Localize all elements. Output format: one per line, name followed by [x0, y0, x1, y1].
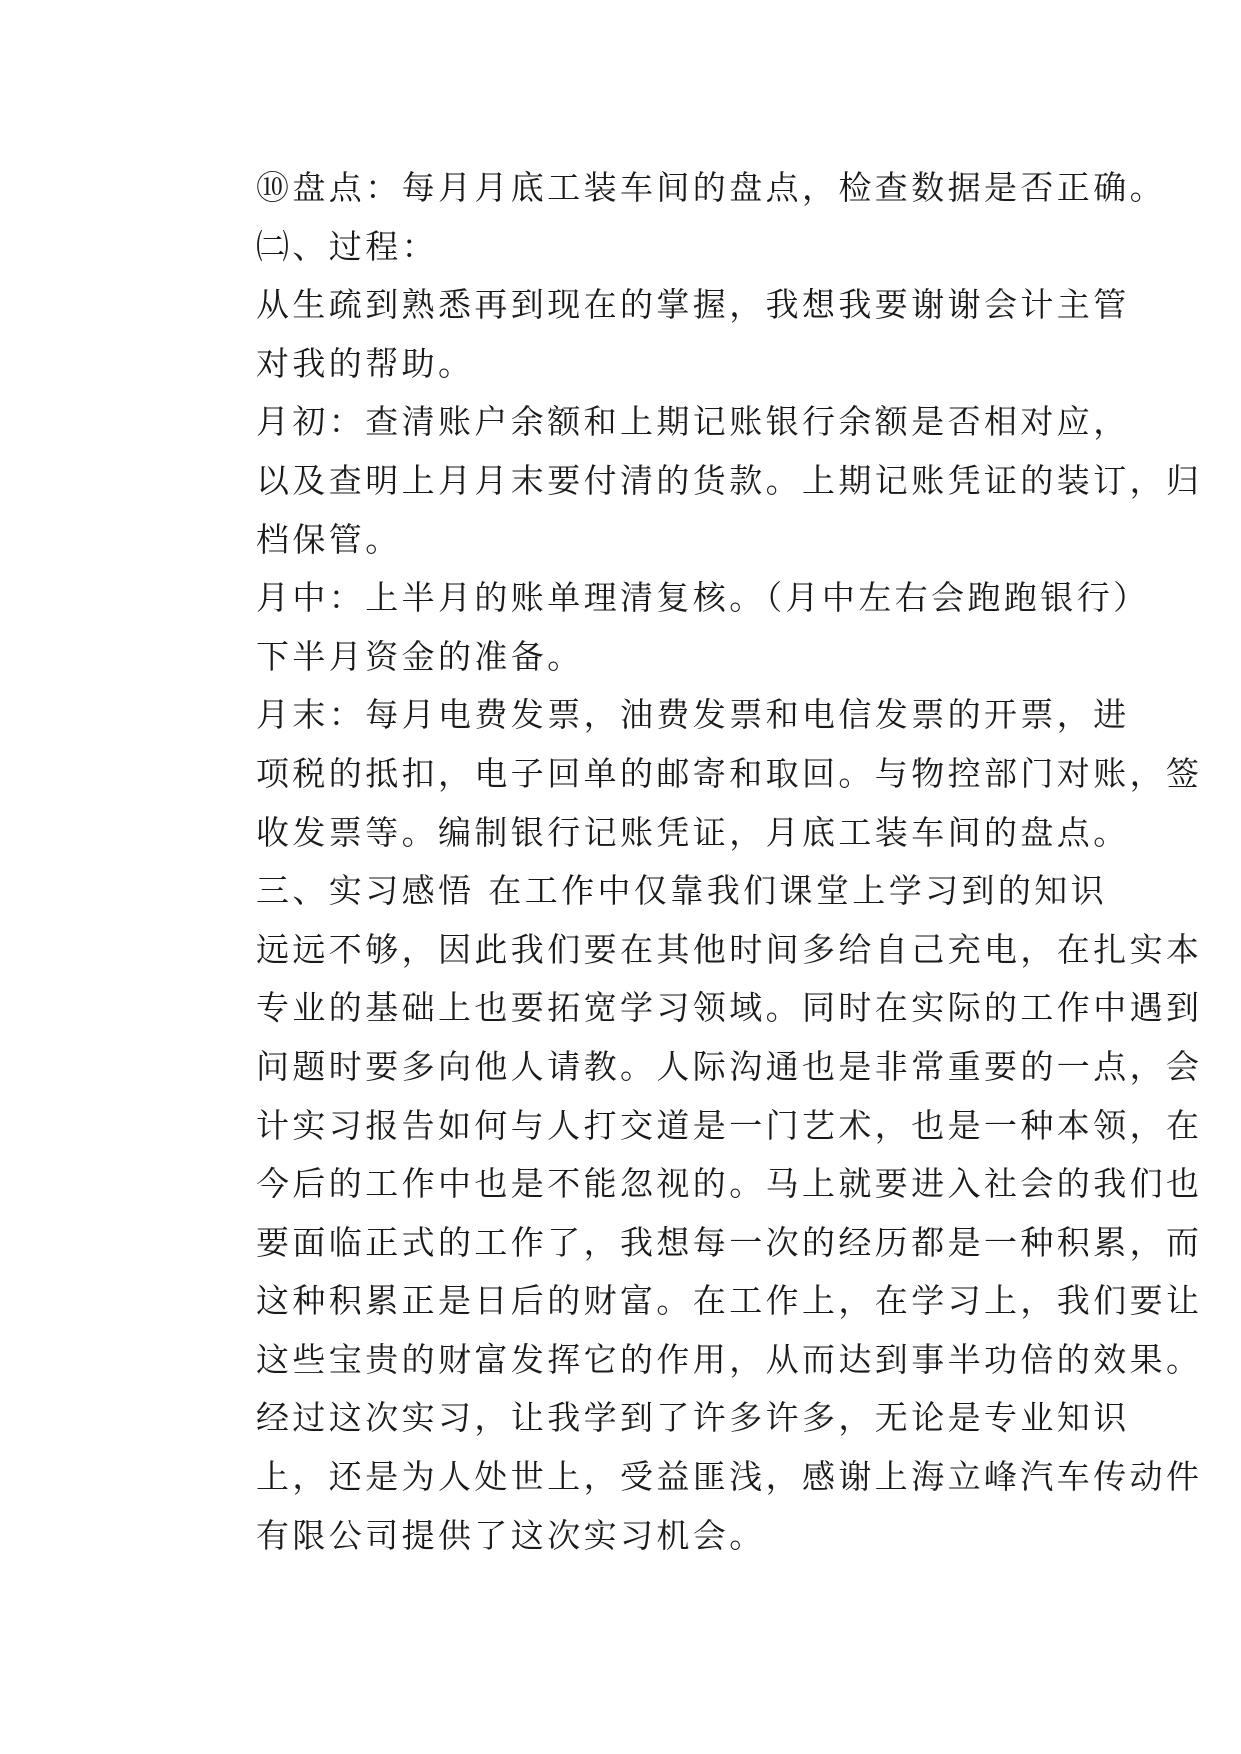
document-body [190, 159, 1203, 1565]
text-line: 月中：上半月的账单理清复核。（月中左右会跑跑银行） [256, 578, 1150, 618]
paragraph-process-heading [190, 218, 1050, 277]
text-line: 这些宝贵的财富发挥它的作用，从而达到事半功倍的效果。 [256, 1339, 1203, 1379]
text-line: 今后的工作中也是不能忽视的。马上就要进入社会的我们也 [256, 1164, 1203, 1204]
text-line: 要面临正式的工作了，我想每一次的经历都是一种积累，而 [256, 1222, 1203, 1262]
text-line: 三、实习感悟 在工作中仅靠我们课堂上学习到的知识 [256, 871, 1108, 911]
text-line: 从生疏到熟悉再到现在的掌握，我想我要谢谢会计主管 [256, 285, 1130, 325]
paragraph-conclusion [190, 1389, 1203, 1565]
text-line: 以及查明上月月末要付清的货款。上期记账凭证的装订，归 [256, 460, 1203, 500]
text-line: 档保管。 [256, 519, 402, 559]
text-line: 经过这次实习，让我学到了许多许多，无论是专业知识 [256, 1398, 1130, 1438]
text-line: 月初：查清账户余额和上期记账银行余额是否相对应， [256, 402, 1130, 442]
text-line: 有限公司提供了这次实习机会。 [256, 1515, 766, 1555]
paragraph-month-end [190, 686, 1203, 862]
section-heading: ㈡、过程： [256, 226, 438, 266]
paragraph-month-start [190, 393, 1203, 569]
text-line: 下半月资金的准备。 [256, 636, 584, 676]
text-line: 这种积累正是日后的财富。在工作上，在学习上，我们要让 [256, 1281, 1203, 1321]
text-line: 项税的抵扣，电子回单的邮寄和取回。与物控部门对账，签 [256, 753, 1203, 793]
paragraph-thanks [190, 276, 1130, 393]
text-line: 上，还是为人处世上，受益匪浅，感谢上海立峰汽车传动件 [256, 1457, 1203, 1497]
paragraph-reflection [190, 862, 1203, 1389]
text-line: 远远不够，因此我们要在其他时间多给自己充电，在扎实本 [256, 929, 1203, 969]
text-line: 计实习报告如何与人打交道是一门艺术，也是一种本领，在 [256, 1105, 1203, 1145]
paragraph-inventory [190, 159, 1166, 218]
text-line: ⑩盘点：每月月底工装车间的盘点，检查数据是否正确。 [256, 168, 1166, 207]
text-line: 对我的帮助。 [256, 343, 475, 383]
text-line: 收发票等。编制银行记账凭证，月底工装车间的盘点。 [256, 812, 1130, 852]
text-line: 专业的基础上也要拓宽学习领域。同时在实际的工作中遇到 [256, 988, 1203, 1028]
text-line: 月末：每月电费发票，油费发票和电信发票的开票，进 [256, 695, 1130, 735]
paragraph-month-middle [190, 569, 1150, 686]
text-line: 问题时要多向他人请教。人际沟通也是非常重要的一点，会 [256, 1046, 1203, 1086]
